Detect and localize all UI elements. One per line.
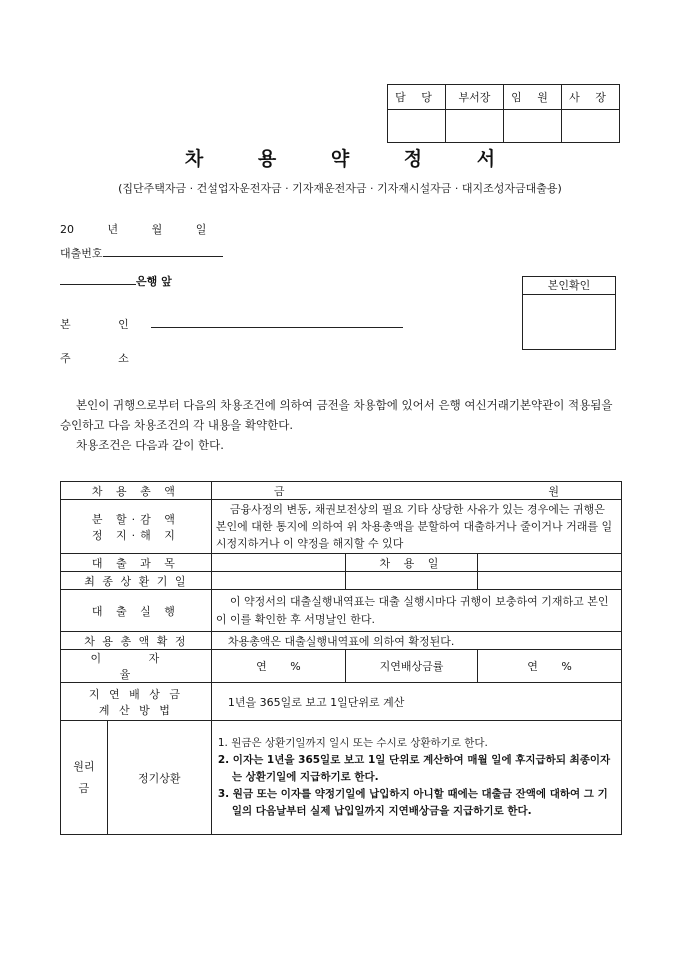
interest-label: 이 자 율 xyxy=(61,650,212,683)
execution-label: 대 출 실 행 xyxy=(61,590,212,632)
identity-check-label: 본인확인 xyxy=(523,277,615,295)
loan-number-label: 대출번호 xyxy=(60,247,103,260)
approval-box xyxy=(387,84,620,143)
loan-amount-label: 차 용 총 액 xyxy=(61,482,212,500)
body-paragraph-2: 차용조건은 다음과 같이 한다. xyxy=(76,438,224,452)
split-label-line1: 분 할·감 액 xyxy=(91,512,180,526)
self-label: 본 인 xyxy=(60,318,151,331)
date-year: 20 xyxy=(60,223,74,236)
loan-number-field[interactable] xyxy=(103,244,223,257)
document-subtitle: (집단주택자금 · 건설업자운전자금 · 기자재운전자금 · 기자재시설자금 · 대지조성자금대출용) xyxy=(118,182,562,195)
approval-header-manager: 부서장 xyxy=(446,85,504,110)
date-day-label: 일 xyxy=(195,223,207,236)
bank-label: 은행 앞 xyxy=(136,275,172,288)
final-due-extra-2 xyxy=(478,572,622,590)
execution-text: 이 약정서의 대출실행내역표는 대출 실행시마다 귀행이 보충하여 기재하고 본인이 이를 확인한 후 서명날인 한다. xyxy=(211,590,621,632)
loan-subject-label: 대 출 과 목 xyxy=(61,554,212,572)
delay-calc-label-line1: 지 연 배 상 금 xyxy=(88,687,183,701)
regular-repayment-label: 정기상환 xyxy=(107,721,211,835)
amount-fix-label: 차 용 총 액 확 정 xyxy=(61,632,212,650)
principal-label: 원리금 xyxy=(61,721,108,835)
rule-2: 2. 이자는 1년을 365일로 보고 1일 단위로 계산하여 매월 일에 후지급하되 최종이자는 상환기일에 지급하기로 한다. xyxy=(217,754,611,783)
loan-terms-table xyxy=(60,481,622,835)
loan-date-label: 차 용 일 xyxy=(345,554,477,572)
split-label-line2: 정 지·해 지 xyxy=(91,528,180,542)
won-prefix: 금 xyxy=(273,484,285,498)
final-due-extra-1 xyxy=(345,572,477,590)
amount-fix-text: 차용총액은 대출실행내역표에 의하여 확정된다. xyxy=(211,632,621,650)
rule-1: 1. 원금은 상환기일까지 일시 또는 수시로 상환하기로 한다. xyxy=(217,737,488,749)
body-paragraph: 본인이 귀행으로부터 다음의 차용조건에 의하여 금전을 차용함에 있어서 은행 여신거래기본약관이 적용됨을 승인하고 다음 차용조건의 각 내용을 확약한다. xyxy=(60,398,613,432)
approval-sign-executive[interactable] xyxy=(504,110,562,143)
won-suffix: 원 xyxy=(548,484,559,498)
delay-calc-label-line2: 계 산 방 법 xyxy=(98,703,173,717)
delay-rate-label: 지연배상금률 xyxy=(345,650,477,683)
loan-amount-field[interactable] xyxy=(211,482,621,500)
final-due-label: 최 종 상 환 기 일 xyxy=(61,572,212,590)
bank-name-field[interactable] xyxy=(60,272,136,285)
bank-row xyxy=(60,272,172,289)
final-due-field[interactable] xyxy=(211,572,345,590)
date-year-label: 년 xyxy=(107,223,119,236)
approval-header-executive: 임 원 xyxy=(504,85,562,110)
split-text: 금융사정의 변동, 채권보전상의 필요 기타 상당한 사유가 있는 경우에는 귀행은 본인에 대한 통지에 의하여 위 차용총액을 분할하여 대출하거나 줄이거나 거래를 일시정지하거나 이 약정을 해지할 수 있다 xyxy=(211,500,621,554)
loan-subject-field[interactable] xyxy=(211,554,345,572)
split-label xyxy=(61,500,212,554)
self-field[interactable] xyxy=(151,315,403,328)
date-line xyxy=(60,221,206,237)
delay-calc-text: 1년을 365일로 보고 1일단위로 계산 xyxy=(211,683,621,721)
delay-rate-field[interactable]: 연 % xyxy=(478,650,622,683)
approval-header-staff: 담 당 xyxy=(388,85,446,110)
interest-rate-field[interactable]: 연 % xyxy=(211,650,345,683)
loan-number-row xyxy=(60,244,223,261)
address-label: 주 소 xyxy=(60,352,151,365)
approval-sign-president[interactable] xyxy=(562,110,620,143)
self-row xyxy=(60,315,403,332)
document-title: 차 용 약 정 서 xyxy=(184,148,520,170)
loan-date-field[interactable] xyxy=(478,554,622,572)
rule-3: 3. 원금 또는 이자를 약정기일에 납입하지 아니할 때에는 대출금 잔액에 대하여 그 기일의 다음날부터 실제 납입일까지 지연배상금을 지급하기로 한다. xyxy=(217,788,608,817)
date-month-label: 월 xyxy=(151,223,163,236)
approval-header-president: 사 장 xyxy=(562,85,620,110)
identity-check-box xyxy=(522,276,616,350)
approval-sign-staff[interactable] xyxy=(388,110,446,143)
approval-sign-manager[interactable] xyxy=(446,110,504,143)
repayment-rules xyxy=(211,721,621,835)
delay-calc-label xyxy=(61,683,212,721)
